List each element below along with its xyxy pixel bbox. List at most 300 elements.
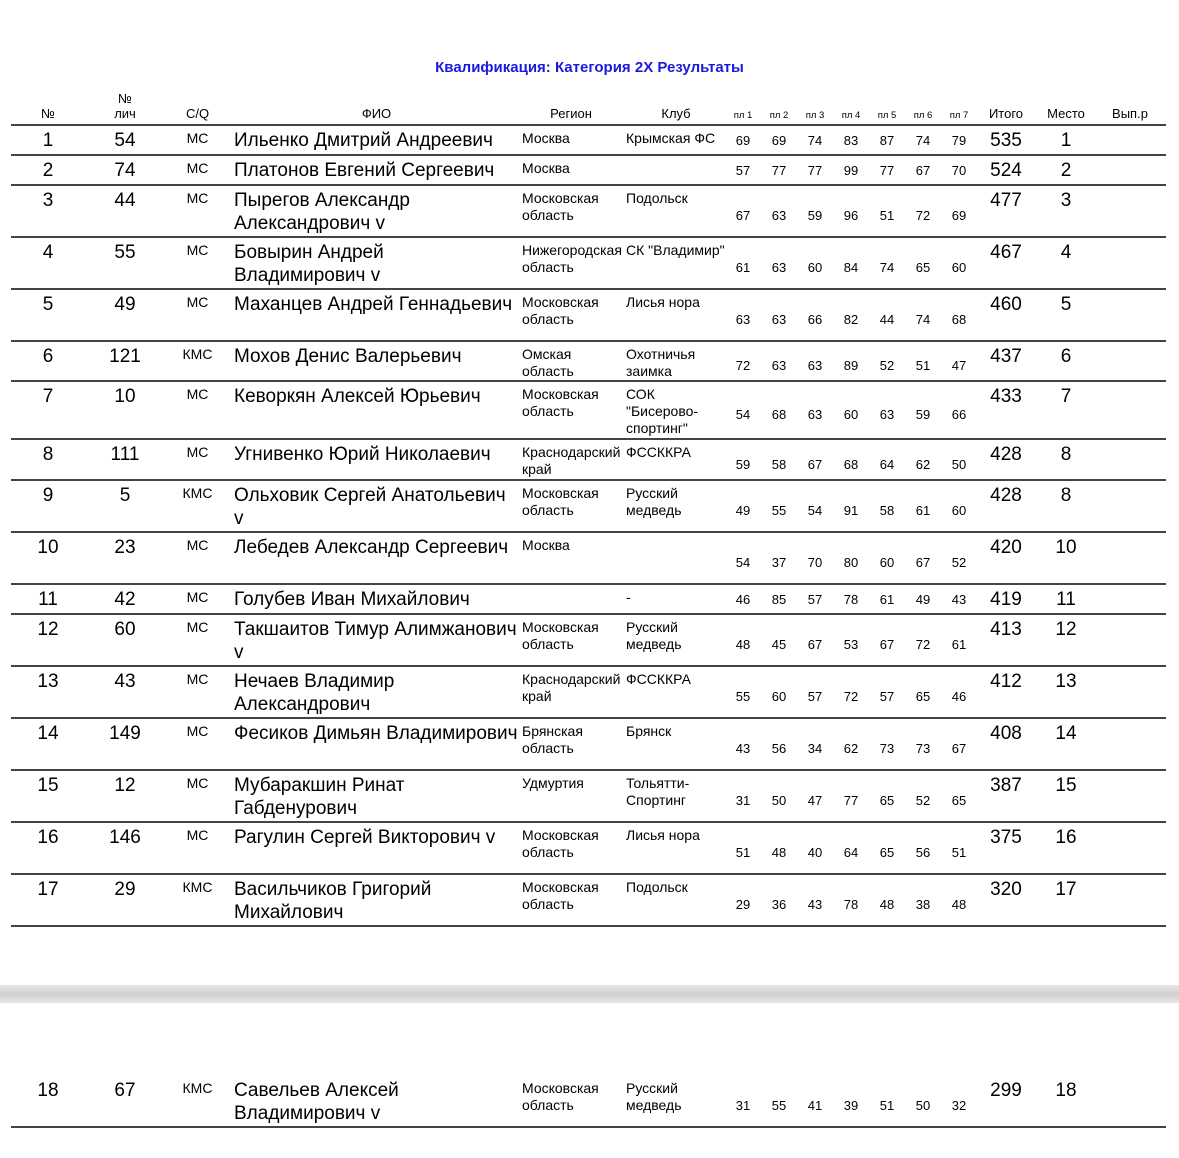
cell-num: 2: [42, 160, 54, 181]
cell-category: МС: [186, 671, 209, 687]
cell-round-3: 67: [807, 637, 823, 652]
cell-round-7: 66: [951, 407, 967, 422]
cell-region: Московская область: [522, 485, 599, 518]
cell-category: МС: [186, 190, 209, 206]
header-num: №: [41, 106, 55, 121]
cell-round-3: 77: [807, 163, 823, 178]
cell-round-7: 43: [951, 592, 967, 607]
row-divider: [11, 479, 1166, 481]
cell-place: 11: [1056, 589, 1076, 610]
cell-name: Васильчиков Григорий Михайлович: [234, 879, 432, 923]
cell-club: Крымская ФС: [626, 130, 716, 146]
cell-license: 49: [114, 294, 136, 315]
cell-round-5: 77: [879, 163, 895, 178]
cell-club: Охотничья заимка: [626, 346, 696, 379]
cell-num: 13: [37, 671, 59, 692]
cell-round-1: 31: [735, 793, 751, 808]
cell-round-2: 55: [771, 503, 787, 518]
header-round-6: пл 6: [913, 110, 933, 121]
cell-category: МС: [186, 242, 209, 258]
header-round-1: пл 1: [733, 110, 753, 121]
cell-license: 10: [114, 386, 136, 407]
cell-license: 121: [109, 346, 141, 367]
table-row: [0, 184, 1179, 236]
cell-license: 74: [114, 160, 136, 181]
cell-num: 14: [37, 723, 59, 744]
cell-place: 5: [1060, 294, 1072, 315]
cell-round-1: 31: [735, 1098, 751, 1113]
cell-club: СОК "Бисерово-спортинг": [626, 386, 699, 436]
cell-club: Лисья нора: [626, 294, 700, 310]
cell-round-4: 39: [843, 1098, 859, 1113]
cell-club: Русский медведь: [626, 619, 682, 652]
cell-name: Угнивенко Юрий Николаевич: [234, 444, 491, 465]
cell-round-1: 55: [735, 689, 751, 704]
cell-round-7: 79: [951, 133, 967, 148]
cell-club: Брянск: [626, 723, 672, 739]
cell-round-7: 46: [951, 689, 967, 704]
cell-total: 428: [990, 485, 1022, 506]
cell-club: Подольск: [626, 190, 688, 206]
cell-license: 67: [114, 1080, 136, 1101]
cell-round-1: 29: [735, 897, 751, 912]
cell-round-4: 91: [843, 503, 859, 518]
cell-round-4: 64: [843, 845, 859, 860]
cell-total: 387: [990, 775, 1022, 796]
cell-round-4: 72: [843, 689, 859, 704]
cell-total: 320: [990, 879, 1022, 900]
cell-round-4: 80: [843, 555, 859, 570]
cell-name: Савельев Алексей Владимирович v: [234, 1080, 399, 1124]
cell-round-7: 48: [951, 897, 967, 912]
cell-round-7: 65: [951, 793, 967, 808]
cell-name: Нечаев Владимир Александрович: [234, 671, 395, 715]
cell-region: Московская область: [522, 190, 599, 223]
table-header: [0, 88, 1179, 124]
cell-round-7: 60: [951, 260, 967, 275]
cell-region: Краснодарский край: [522, 444, 621, 477]
cell-round-5: 60: [879, 555, 895, 570]
cell-num: 9: [42, 485, 54, 506]
cell-num: 12: [37, 619, 59, 640]
table-bottom-line: [11, 925, 1166, 927]
cell-round-5: 48: [879, 897, 895, 912]
row-divider: [11, 873, 1166, 875]
cell-round-2: 55: [771, 1098, 787, 1113]
cell-round-6: 50: [915, 1098, 931, 1113]
row-divider: [11, 769, 1166, 771]
cell-round-7: 47: [951, 358, 967, 373]
cell-round-5: 44: [879, 312, 895, 327]
cell-club: Лисья нора: [626, 827, 700, 843]
cell-place: 15: [1055, 775, 1077, 796]
table-row: [0, 438, 1179, 479]
row-divider: [11, 438, 1166, 440]
cell-round-2: 58: [771, 457, 787, 472]
cell-total: 428: [990, 444, 1022, 465]
cell-round-4: 62: [843, 741, 859, 756]
cell-name: Мубаракшин Ринат Габденурович: [234, 775, 405, 819]
row-divider: [11, 583, 1166, 585]
table-row: [0, 380, 1179, 438]
cell-region: Нижегородская область: [522, 242, 622, 275]
cell-category: МС: [186, 160, 209, 176]
cell-num: 5: [42, 294, 54, 315]
row-divider: [11, 380, 1166, 382]
cell-round-6: 59: [915, 407, 931, 422]
cell-category: МС: [186, 723, 209, 739]
cell-place: 4: [1060, 242, 1072, 263]
cell-name: Лебедев Александр Сергеевич: [234, 537, 509, 558]
cell-round-7: 60: [951, 503, 967, 518]
cell-round-1: 46: [735, 592, 751, 607]
cell-category: МС: [186, 294, 209, 310]
table-row: [0, 124, 1179, 154]
cell-round-1: 72: [735, 358, 751, 373]
cell-round-3: 59: [807, 208, 823, 223]
cell-round-6: 52: [915, 793, 931, 808]
cell-region: Омская область: [522, 346, 574, 379]
cell-place: 8: [1060, 485, 1072, 506]
cell-place: 6: [1060, 346, 1072, 367]
cell-name: Ильенко Дмитрий Андреевич: [234, 130, 493, 151]
cell-total: 467: [990, 242, 1022, 263]
cell-round-2: 37: [771, 555, 787, 570]
cell-region: Москва: [522, 537, 570, 553]
cell-num: 18: [37, 1080, 59, 1101]
cell-round-1: 57: [735, 163, 751, 178]
cell-total: 413: [990, 619, 1022, 640]
table-row: [0, 1074, 1179, 1126]
header-round-3: пл 3: [805, 110, 825, 121]
cell-place: 16: [1055, 827, 1077, 848]
table-bottom-line: [11, 1126, 1166, 1128]
cell-total: 408: [990, 723, 1022, 744]
cell-region: Московская область: [522, 294, 599, 327]
cell-club: Подольск: [626, 879, 688, 895]
cell-name: Голубев Иван Михайлович: [234, 589, 470, 610]
cell-place: 7: [1060, 386, 1072, 407]
header-round-7: пл 7: [949, 110, 969, 121]
table-row: [0, 821, 1179, 873]
table-row: [0, 613, 1179, 665]
cell-license: 111: [110, 444, 140, 465]
cell-round-6: 72: [915, 637, 931, 652]
row-divider: [11, 184, 1166, 186]
cell-round-2: 63: [771, 260, 787, 275]
cell-license: 29: [114, 879, 136, 900]
cell-region: Удмуртия: [522, 775, 584, 791]
cell-category: КМС: [182, 1080, 213, 1096]
cell-round-7: 67: [951, 741, 967, 756]
row-divider: [11, 613, 1166, 615]
cell-round-1: 54: [735, 407, 751, 422]
cell-round-7: 68: [951, 312, 967, 327]
cell-name: Такшаитов Тимур Алимжанович v: [234, 619, 517, 663]
cell-round-5: 58: [879, 503, 895, 518]
cell-license: 44: [114, 190, 136, 211]
page-title: Квалификация: Категория 2Х Результаты: [435, 59, 744, 76]
cell-round-6: 38: [915, 897, 931, 912]
cell-total: 375: [990, 827, 1022, 848]
cell-num: 1: [42, 130, 54, 151]
cell-club: -: [626, 589, 631, 605]
cell-license: 149: [109, 723, 141, 744]
cell-license: 55: [114, 242, 136, 263]
cell-round-3: 74: [807, 133, 823, 148]
cell-round-2: 48: [771, 845, 787, 860]
cell-license: 60: [114, 619, 136, 640]
cell-category: МС: [186, 619, 209, 635]
cell-club: СК "Владимир": [626, 242, 725, 258]
cell-round-6: 72: [915, 208, 931, 223]
row-divider: [11, 154, 1166, 156]
cell-total: 535: [990, 130, 1022, 151]
cell-region: Московская область: [522, 386, 599, 419]
cell-round-5: 52: [879, 358, 895, 373]
cell-round-4: 89: [843, 358, 859, 373]
cell-round-4: 82: [843, 312, 859, 327]
cell-round-5: 51: [879, 1098, 895, 1113]
cell-round-5: 51: [879, 208, 895, 223]
cell-place: 10: [1055, 537, 1077, 558]
row-divider: [11, 531, 1166, 533]
cell-round-6: 49: [915, 592, 931, 607]
cell-place: 12: [1055, 619, 1077, 640]
cell-region: Московская область: [522, 879, 599, 912]
cell-round-3: 63: [807, 358, 823, 373]
cell-round-5: 57: [879, 689, 895, 704]
table-row: [0, 479, 1179, 531]
cell-round-1: 67: [735, 208, 751, 223]
cell-round-1: 43: [735, 741, 751, 756]
cell-category: МС: [186, 386, 209, 402]
cell-license: 42: [114, 589, 136, 610]
cell-round-6: 67: [915, 555, 931, 570]
cell-round-1: 59: [735, 457, 751, 472]
table-row: [0, 154, 1179, 184]
cell-round-3: 54: [807, 503, 823, 518]
cell-round-5: 65: [879, 845, 895, 860]
cell-club: Тольятти-Спортинг: [626, 775, 690, 808]
cell-name: Кеворкян Алексей Юрьевич: [234, 386, 481, 407]
cell-round-2: 56: [771, 741, 787, 756]
cell-num: 4: [42, 242, 54, 263]
cell-round-7: 32: [951, 1098, 967, 1113]
cell-round-1: 69: [735, 133, 751, 148]
cell-round-2: 36: [771, 897, 787, 912]
cell-license: 23: [114, 537, 136, 558]
cell-round-4: 78: [843, 897, 859, 912]
cell-category: КМС: [182, 879, 213, 895]
cell-license: 146: [109, 827, 141, 848]
cell-num: 8: [42, 444, 54, 465]
cell-name: Бовырин Андрей Владимирович v: [234, 242, 384, 286]
cell-round-5: 74: [879, 260, 895, 275]
cell-round-7: 70: [951, 163, 967, 178]
cell-round-6: 67: [915, 163, 931, 178]
cell-round-6: 56: [915, 845, 931, 860]
cell-round-2: 45: [771, 637, 787, 652]
cell-round-3: 41: [807, 1098, 823, 1113]
cell-round-3: 70: [807, 555, 823, 570]
cell-round-6: 62: [915, 457, 931, 472]
header-round-5: пл 5: [877, 110, 897, 121]
cell-region: Московская область: [522, 827, 599, 860]
table-row: [0, 717, 1179, 769]
cell-round-2: 77: [771, 163, 787, 178]
cell-category: МС: [186, 130, 209, 146]
cell-round-6: 51: [915, 358, 931, 373]
cell-name: Маханцев Андрей Геннадьевич: [234, 294, 513, 315]
table-row: [0, 583, 1179, 613]
cell-round-1: 63: [735, 312, 751, 327]
cell-club: Русский медведь: [626, 1080, 682, 1113]
cell-name: Платонов Евгений Сергеевич: [234, 160, 495, 181]
cell-round-4: 78: [843, 592, 859, 607]
cell-round-5: 87: [879, 133, 895, 148]
cell-round-3: 34: [807, 741, 823, 756]
table-row: [0, 665, 1179, 717]
row-divider: [11, 821, 1166, 823]
table-row: [0, 531, 1179, 583]
cell-club: Русский медведь: [626, 485, 682, 518]
cell-total: 477: [990, 190, 1022, 211]
cell-category: МС: [186, 775, 209, 791]
cell-round-2: 68: [771, 407, 787, 422]
table-row: [0, 236, 1179, 288]
cell-round-2: 60: [771, 689, 787, 704]
cell-round-4: 83: [843, 133, 859, 148]
cell-round-3: 40: [807, 845, 823, 860]
cell-total: 433: [990, 386, 1022, 407]
table-row: [0, 769, 1179, 821]
header-club: Клуб: [661, 106, 691, 121]
cell-place: 2: [1060, 160, 1072, 181]
header-total: Итого: [988, 106, 1024, 121]
cell-round-7: 50: [951, 457, 967, 472]
cell-total: 420: [990, 537, 1022, 558]
cell-place: 13: [1055, 671, 1077, 692]
cell-round-7: 69: [951, 208, 967, 223]
cell-round-3: 67: [807, 457, 823, 472]
cell-round-6: 74: [915, 312, 931, 327]
cell-num: 7: [42, 386, 54, 407]
cell-total: 460: [990, 294, 1022, 315]
cell-license: 54: [114, 130, 136, 151]
page-break: [0, 985, 1179, 1003]
cell-num: 17: [37, 879, 59, 900]
cell-round-2: 85: [771, 592, 787, 607]
cell-round-6: 65: [915, 689, 931, 704]
cell-place: 8: [1060, 444, 1072, 465]
cell-round-5: 63: [879, 407, 895, 422]
cell-round-2: 69: [771, 133, 787, 148]
cell-num: 11: [38, 589, 58, 610]
cell-round-7: 51: [951, 845, 967, 860]
cell-name: Пырегов Александр Александрович v: [234, 190, 410, 234]
table-row: [0, 873, 1179, 925]
cell-round-5: 61: [879, 592, 895, 607]
cell-place: 3: [1060, 190, 1072, 211]
row-divider: [11, 288, 1166, 290]
header-round-2: пл 2: [769, 110, 789, 121]
cell-category: МС: [186, 827, 209, 843]
table-row: [0, 288, 1179, 340]
cell-region: Московская область: [522, 1080, 599, 1113]
header-place: Место: [1047, 106, 1085, 121]
cell-round-2: 63: [771, 312, 787, 327]
cell-total: 437: [990, 346, 1022, 367]
cell-place: 1: [1060, 130, 1072, 151]
cell-total: 524: [990, 160, 1022, 181]
cell-region: Москва: [522, 130, 570, 146]
cell-round-2: 63: [771, 358, 787, 373]
cell-round-6: 65: [915, 260, 931, 275]
cell-round-6: 74: [915, 133, 931, 148]
cell-round-4: 84: [843, 260, 859, 275]
cell-round-1: 49: [735, 503, 751, 518]
cell-round-2: 50: [771, 793, 787, 808]
cell-round-1: 51: [735, 845, 751, 860]
cell-place: 17: [1055, 879, 1077, 900]
cell-round-3: 66: [807, 312, 823, 327]
cell-place: 18: [1055, 1080, 1077, 1101]
cell-category: КМС: [182, 346, 213, 362]
cell-round-1: 54: [735, 555, 751, 570]
cell-name: Мохов Денис Валерьевич: [234, 346, 462, 367]
cell-num: 16: [37, 827, 59, 848]
table-row: [0, 340, 1179, 380]
row-divider: [11, 665, 1166, 667]
cell-round-5: 67: [879, 637, 895, 652]
row-divider: [11, 340, 1166, 342]
cell-num: 3: [42, 190, 54, 211]
cell-round-3: 60: [807, 260, 823, 275]
header-round-4: пл 4: [841, 110, 861, 121]
cell-category: КМС: [182, 485, 213, 501]
cell-name: Рагулин Сергей Викторович v: [234, 827, 496, 848]
cell-region: Московская область: [522, 619, 599, 652]
cell-category: МС: [186, 537, 209, 553]
cell-round-3: 47: [807, 793, 823, 808]
cell-license: 12: [114, 775, 136, 796]
cell-round-6: 73: [915, 741, 931, 756]
cell-round-2: 63: [771, 208, 787, 223]
cell-category: МС: [186, 444, 209, 460]
cell-region: Краснодарский край: [522, 671, 621, 704]
row-divider: [11, 124, 1166, 126]
cell-round-3: 63: [807, 407, 823, 422]
cell-region: Брянская область: [522, 723, 583, 756]
header-lic: № лич: [114, 91, 136, 121]
cell-round-4: 60: [843, 407, 859, 422]
cell-round-4: 68: [843, 457, 859, 472]
cell-round-4: 53: [843, 637, 859, 652]
cell-round-5: 73: [879, 741, 895, 756]
cell-num: 15: [37, 775, 59, 796]
cell-round-3: 43: [807, 897, 823, 912]
cell-num: 10: [37, 537, 59, 558]
cell-round-4: 96: [843, 208, 859, 223]
cell-round-1: 61: [735, 260, 751, 275]
cell-total: 412: [990, 671, 1022, 692]
header-region: Регион: [550, 106, 592, 121]
cell-name: Ольховик Сергей Анатольевич v: [234, 485, 506, 529]
cell-round-4: 99: [843, 163, 859, 178]
header-cq: C/Q: [185, 106, 210, 121]
cell-place: 14: [1055, 723, 1077, 744]
